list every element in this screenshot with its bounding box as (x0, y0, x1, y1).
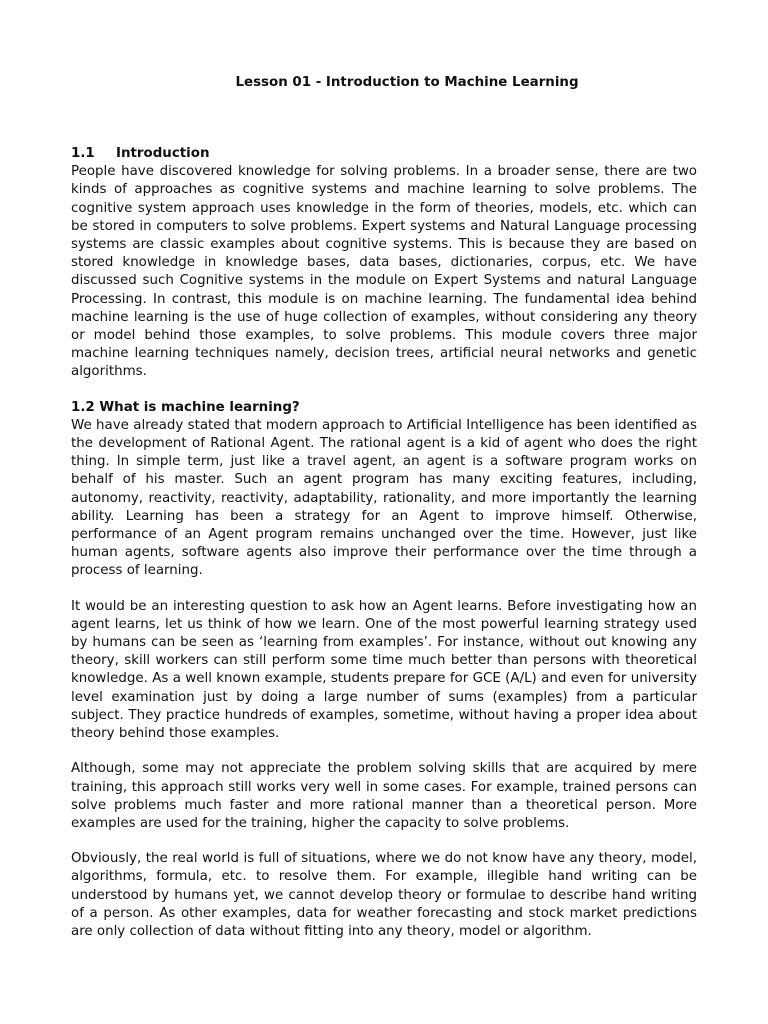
paragraph: Obviously, the real world is full of situations, where we do not know have any theory, model, algorithms, formula, etc. to resolve them. For example, illegible hand writing can be understood by humans yet, we cannot develop theory or formulae to describe hand writing of a person. As other examples, data for weather forecasting and stock market predictions are only collection of data without fitting into any theory, model or algorithm. (71, 851, 697, 939)
paragraph: It would be an interesting question to ask how an Agent learns. Before investigating how an agent learns, let us think of how we learn. One of the most powerful learning strategy used by humans can be seen as ‘learning from examples’. For instance, without out knowing any theory, skill workers can still perform some time much better than persons with theoretical knowledge. As a well known example, students prepare for GCE (A/L) and even for university level examination just by doing a large number of sums (examples) from a particular subject. They practice hundreds of examples, sometime, without having a proper idea about theory behind those examples. (71, 598, 697, 742)
paragraph: Although, some may not appreciate the problem solving skills that are acquired by mere training, this approach still works very well in some cases. For example, trained persons can solve problems much faster and more rational manner than a theoretical person. More examples are used for the training, higher the capacity to solve problems. (71, 761, 697, 831)
section-heading (71, 145, 697, 163)
document-body (71, 145, 697, 941)
section-number: 1.2 (71, 399, 95, 415)
section-heading (71, 399, 697, 417)
paragraph: People have discovered knowledge for solving problems. In a broader sense, there are two kinds of approaches as cognitive systems and machine learning to solve problems. The cognitive system approach uses knowledge in the form of theories, models, etc. which can be stored in computers to solve problems. Expert systems and Natural Language processing systems are classic examples about cognitive systems. This is because they are based on stored knowledge in knowledge bases, data bases, dictionaries, corpus, etc. We have discussed such Cognitive systems in the module on Expert Systems and natural Language Processing. In contrast, this module is on machine learning. The fundamental idea behind machine learning is the use of huge collection of examples, without considering any theory or model behind those examples, to solve problems. This module covers three major machine learning techniques namely, decision trees, artificial neural networks and genetic algorithms. (71, 164, 697, 380)
paragraph: We have already stated that modern approach to Artificial Intelligence has been identified as the development of Rational Agent. The rational agent is a kid of agent who does the right thing. In simple term, just like a travel agent, an agent is a software program works on behalf of his master. Such an agent program has many exciting features, including, autonomy, reactivity, reactivity, adaptability, rationality, and more importantly the learning ability. Learning has been a strategy for an Agent to improve himself. Otherwise, performance of an Agent program remains unchanged over the time. However, just like human agents, software agents also improve their performance over the time through a process of learning. (71, 417, 697, 579)
section-title: Introduction (116, 146, 210, 161)
section-title: What is machine learning? (99, 399, 300, 415)
document-title: Lesson 01 - Introduction to Machine Learning (235, 75, 579, 90)
section-what-is-machine-learning (71, 399, 697, 941)
section-number: 1.1 (71, 146, 95, 161)
section-introduction (71, 145, 697, 382)
